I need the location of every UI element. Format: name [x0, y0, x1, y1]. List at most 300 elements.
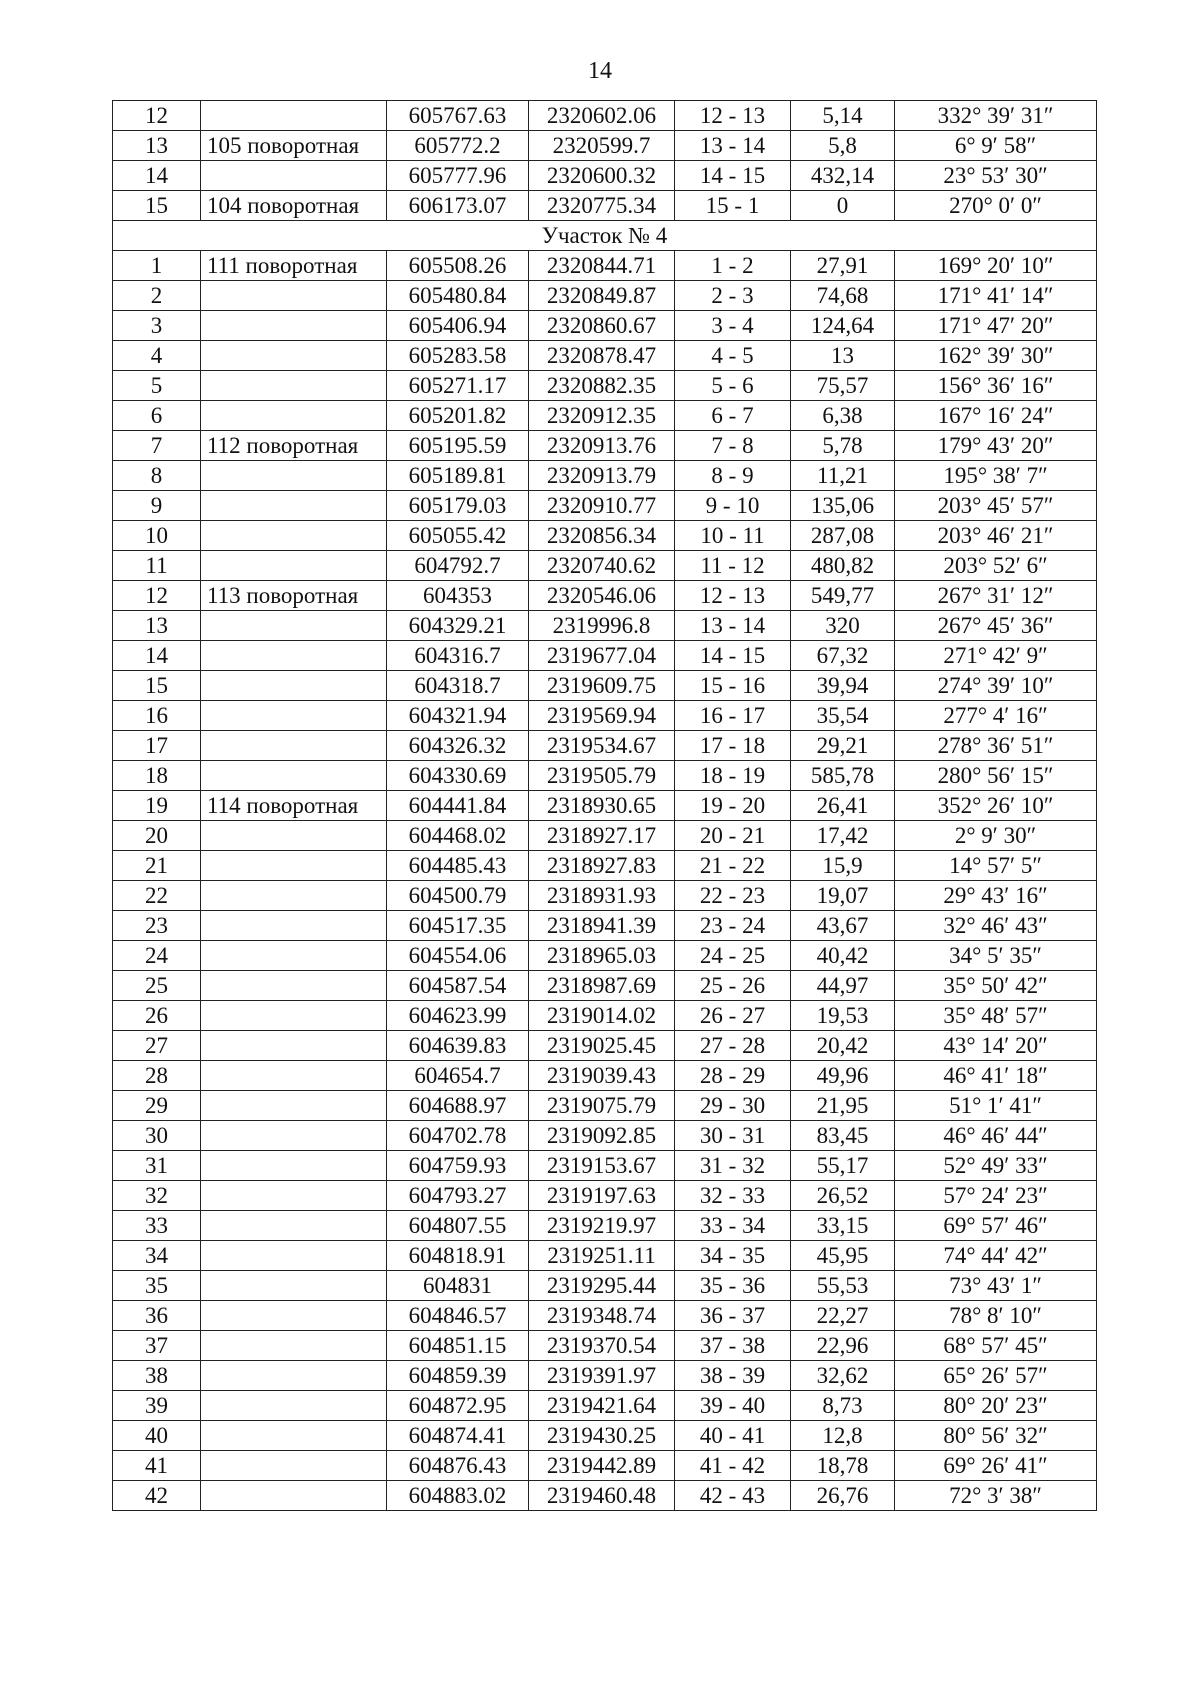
table-row — [113, 701, 1097, 731]
x-coordinate-cell: 604688.97 — [387, 1091, 529, 1121]
table-row — [113, 671, 1097, 701]
y-coordinate-cell: 2318941.39 — [529, 911, 675, 941]
page-number: 14 — [588, 58, 612, 84]
length-cell: 5,78 — [791, 431, 895, 461]
section-row — [113, 221, 1097, 251]
point-number-cell: 10 — [113, 521, 201, 551]
segment-cell: 31 - 32 — [675, 1151, 791, 1181]
y-coordinate-cell: 2319014.02 — [529, 1001, 675, 1031]
x-coordinate-cell: 604883.02 — [387, 1481, 529, 1511]
segment-cell: 6 - 7 — [675, 401, 791, 431]
y-coordinate-cell: 2318965.03 — [529, 941, 675, 971]
direction-angle-cell: 352° 26′ 10″ — [895, 791, 1097, 821]
y-coordinate-cell: 2320913.79 — [529, 461, 675, 491]
segment-cell: 25 - 26 — [675, 971, 791, 1001]
point-number-cell: 13 — [113, 131, 201, 161]
table-row — [113, 191, 1097, 221]
segment-cell: 22 - 23 — [675, 881, 791, 911]
table-row — [113, 1271, 1097, 1301]
point-number-cell: 6 — [113, 401, 201, 431]
x-coordinate-cell: 604846.57 — [387, 1301, 529, 1331]
length-cell: 549,77 — [791, 581, 895, 611]
segment-cell: 40 - 41 — [675, 1421, 791, 1451]
x-coordinate-cell: 604702.78 — [387, 1121, 529, 1151]
segment-cell: 41 - 42 — [675, 1451, 791, 1481]
table-row — [113, 911, 1097, 941]
segment-cell: 39 - 40 — [675, 1391, 791, 1421]
table-row — [113, 1061, 1097, 1091]
length-cell: 39,94 — [791, 671, 895, 701]
x-coordinate-cell: 604874.41 — [387, 1421, 529, 1451]
length-cell: 26,41 — [791, 791, 895, 821]
length-cell: 22,96 — [791, 1331, 895, 1361]
direction-angle-cell: 271° 42′ 9″ — [895, 641, 1097, 671]
y-coordinate-cell: 2320856.34 — [529, 521, 675, 551]
segment-cell: 15 - 1 — [675, 191, 791, 221]
point-type-cell — [201, 401, 387, 431]
coordinates-table — [112, 100, 1097, 1511]
length-cell: 21,95 — [791, 1091, 895, 1121]
y-coordinate-cell: 2319251.11 — [529, 1241, 675, 1271]
table-row — [113, 161, 1097, 191]
table-row — [113, 401, 1097, 431]
point-type-cell — [201, 1421, 387, 1451]
table-row — [113, 1001, 1097, 1031]
segment-cell: 14 - 15 — [675, 641, 791, 671]
table-row — [113, 581, 1097, 611]
y-coordinate-cell: 2319092.85 — [529, 1121, 675, 1151]
direction-angle-cell: 68° 57′ 45″ — [895, 1331, 1097, 1361]
point-number-cell: 21 — [113, 851, 201, 881]
y-coordinate-cell: 2319197.63 — [529, 1181, 675, 1211]
table-row — [113, 641, 1097, 671]
point-number-cell: 30 — [113, 1121, 201, 1151]
length-cell: 585,78 — [791, 761, 895, 791]
segment-cell: 27 - 28 — [675, 1031, 791, 1061]
direction-angle-cell: 23° 53′ 30″ — [895, 161, 1097, 191]
point-number-cell: 17 — [113, 731, 201, 761]
y-coordinate-cell: 2318927.83 — [529, 851, 675, 881]
direction-angle-cell: 169° 20′ 10″ — [895, 251, 1097, 281]
length-cell: 17,42 — [791, 821, 895, 851]
x-coordinate-cell: 604329.21 — [387, 611, 529, 641]
y-coordinate-cell: 2320912.35 — [529, 401, 675, 431]
length-cell: 18,78 — [791, 1451, 895, 1481]
length-cell: 12,8 — [791, 1421, 895, 1451]
point-number-cell: 32 — [113, 1181, 201, 1211]
segment-cell: 18 - 19 — [675, 761, 791, 791]
y-coordinate-cell: 2320844.71 — [529, 251, 675, 281]
table-row — [113, 131, 1097, 161]
point-type-cell — [201, 941, 387, 971]
point-number-cell: 31 — [113, 1151, 201, 1181]
segment-cell: 42 - 43 — [675, 1481, 791, 1511]
segment-cell: 12 - 13 — [675, 581, 791, 611]
table-row — [113, 491, 1097, 521]
x-coordinate-cell: 604807.55 — [387, 1211, 529, 1241]
length-cell: 26,76 — [791, 1481, 895, 1511]
segment-cell: 29 - 30 — [675, 1091, 791, 1121]
table-row — [113, 971, 1097, 1001]
table-row — [113, 1331, 1097, 1361]
length-cell: 43,67 — [791, 911, 895, 941]
y-coordinate-cell: 2319391.97 — [529, 1361, 675, 1391]
length-cell: 74,68 — [791, 281, 895, 311]
point-number-cell: 40 — [113, 1421, 201, 1451]
segment-cell: 32 - 33 — [675, 1181, 791, 1211]
length-cell: 45,95 — [791, 1241, 895, 1271]
length-cell: 0 — [791, 191, 895, 221]
point-number-cell: 15 — [113, 191, 201, 221]
direction-angle-cell: 203° 52′ 6″ — [895, 551, 1097, 581]
table-row — [113, 791, 1097, 821]
length-cell: 55,17 — [791, 1151, 895, 1181]
table-row — [113, 341, 1097, 371]
point-number-cell: 27 — [113, 1031, 201, 1061]
x-coordinate-cell: 604872.95 — [387, 1391, 529, 1421]
segment-cell: 35 - 36 — [675, 1271, 791, 1301]
segment-cell: 2 - 3 — [675, 281, 791, 311]
y-coordinate-cell: 2320913.76 — [529, 431, 675, 461]
point-number-cell: 26 — [113, 1001, 201, 1031]
x-coordinate-cell: 604792.7 — [387, 551, 529, 581]
segment-cell: 36 - 37 — [675, 1301, 791, 1331]
x-coordinate-cell: 604818.91 — [387, 1241, 529, 1271]
segment-cell: 1 - 2 — [675, 251, 791, 281]
point-number-cell: 7 — [113, 431, 201, 461]
table-row — [113, 731, 1097, 761]
x-coordinate-cell: 604623.99 — [387, 1001, 529, 1031]
segment-cell: 3 - 4 — [675, 311, 791, 341]
y-coordinate-cell: 2319075.79 — [529, 1091, 675, 1121]
y-coordinate-cell: 2320775.34 — [529, 191, 675, 221]
point-number-cell: 16 — [113, 701, 201, 731]
table-row — [113, 1121, 1097, 1151]
x-coordinate-cell: 604876.43 — [387, 1451, 529, 1481]
length-cell: 67,32 — [791, 641, 895, 671]
x-coordinate-cell: 604485.43 — [387, 851, 529, 881]
length-cell: 29,21 — [791, 731, 895, 761]
point-number-cell: 33 — [113, 1211, 201, 1241]
direction-angle-cell: 267° 31′ 12″ — [895, 581, 1097, 611]
segment-cell: 37 - 38 — [675, 1331, 791, 1361]
direction-angle-cell: 332° 39′ 31″ — [895, 101, 1097, 131]
y-coordinate-cell: 2320882.35 — [529, 371, 675, 401]
direction-angle-cell: 2° 9′ 30″ — [895, 821, 1097, 851]
point-type-cell — [201, 521, 387, 551]
y-coordinate-cell: 2320599.7 — [529, 131, 675, 161]
segment-cell: 26 - 27 — [675, 1001, 791, 1031]
direction-angle-cell: 6° 9′ 58″ — [895, 131, 1097, 161]
x-coordinate-cell: 604654.7 — [387, 1061, 529, 1091]
y-coordinate-cell: 2319569.94 — [529, 701, 675, 731]
length-cell: 19,07 — [791, 881, 895, 911]
segment-cell: 33 - 34 — [675, 1211, 791, 1241]
point-type-cell — [201, 1451, 387, 1481]
length-cell: 22,27 — [791, 1301, 895, 1331]
segment-cell: 8 - 9 — [675, 461, 791, 491]
segment-cell: 21 - 22 — [675, 851, 791, 881]
point-number-cell: 24 — [113, 941, 201, 971]
segment-cell: 30 - 31 — [675, 1121, 791, 1151]
table-row — [113, 1241, 1097, 1271]
length-cell: 13 — [791, 341, 895, 371]
y-coordinate-cell: 2319442.89 — [529, 1451, 675, 1481]
x-coordinate-cell: 605767.63 — [387, 101, 529, 131]
point-type-cell — [201, 641, 387, 671]
point-type-cell — [201, 1241, 387, 1271]
y-coordinate-cell: 2319609.75 — [529, 671, 675, 701]
direction-angle-cell: 35° 48′ 57″ — [895, 1001, 1097, 1031]
point-type-cell — [201, 461, 387, 491]
point-number-cell: 1 — [113, 251, 201, 281]
direction-angle-cell: 267° 45′ 36″ — [895, 611, 1097, 641]
x-coordinate-cell: 604316.7 — [387, 641, 529, 671]
point-number-cell: 4 — [113, 341, 201, 371]
point-number-cell: 23 — [113, 911, 201, 941]
direction-angle-cell: 203° 45′ 57″ — [895, 491, 1097, 521]
length-cell: 49,96 — [791, 1061, 895, 1091]
point-type-cell: 113 поворотная — [201, 581, 387, 611]
x-coordinate-cell: 605283.58 — [387, 341, 529, 371]
direction-angle-cell: 72° 3′ 38″ — [895, 1481, 1097, 1511]
table-row — [113, 1091, 1097, 1121]
segment-cell: 5 - 6 — [675, 371, 791, 401]
point-type-cell — [201, 101, 387, 131]
point-number-cell: 22 — [113, 881, 201, 911]
table-row — [113, 1481, 1097, 1511]
point-type-cell — [201, 1361, 387, 1391]
x-coordinate-cell: 604851.15 — [387, 1331, 529, 1361]
table-row — [113, 101, 1097, 131]
length-cell: 20,42 — [791, 1031, 895, 1061]
x-coordinate-cell: 606173.07 — [387, 191, 529, 221]
segment-cell: 16 - 17 — [675, 701, 791, 731]
y-coordinate-cell: 2320602.06 — [529, 101, 675, 131]
direction-angle-cell: 280° 56′ 15″ — [895, 761, 1097, 791]
x-coordinate-cell: 604587.54 — [387, 971, 529, 1001]
y-coordinate-cell: 2319460.48 — [529, 1481, 675, 1511]
table-row — [113, 551, 1097, 581]
length-cell: 5,14 — [791, 101, 895, 131]
table-row — [113, 1031, 1097, 1061]
direction-angle-cell: 57° 24′ 23″ — [895, 1181, 1097, 1211]
direction-angle-cell: 32° 46′ 43″ — [895, 911, 1097, 941]
segment-cell: 14 - 15 — [675, 161, 791, 191]
point-type-cell — [201, 161, 387, 191]
x-coordinate-cell: 605189.81 — [387, 461, 529, 491]
x-coordinate-cell: 604326.32 — [387, 731, 529, 761]
direction-angle-cell: 65° 26′ 57″ — [895, 1361, 1097, 1391]
point-number-cell: 3 — [113, 311, 201, 341]
direction-angle-cell: 171° 47′ 20″ — [895, 311, 1097, 341]
segment-cell: 38 - 39 — [675, 1361, 791, 1391]
length-cell: 40,42 — [791, 941, 895, 971]
length-cell: 19,53 — [791, 1001, 895, 1031]
point-number-cell: 37 — [113, 1331, 201, 1361]
point-type-cell — [201, 1091, 387, 1121]
table-row — [113, 1391, 1097, 1421]
point-type-cell — [201, 1481, 387, 1511]
point-number-cell: 19 — [113, 791, 201, 821]
point-type-cell: 112 поворотная — [201, 431, 387, 461]
length-cell: 83,45 — [791, 1121, 895, 1151]
segment-cell: 23 - 24 — [675, 911, 791, 941]
x-coordinate-cell: 604759.93 — [387, 1151, 529, 1181]
y-coordinate-cell: 2319153.67 — [529, 1151, 675, 1181]
point-type-cell — [201, 1301, 387, 1331]
x-coordinate-cell: 604639.83 — [387, 1031, 529, 1061]
x-coordinate-cell: 605777.96 — [387, 161, 529, 191]
x-coordinate-cell: 604517.35 — [387, 911, 529, 941]
length-cell: 11,21 — [791, 461, 895, 491]
direction-angle-cell: 69° 26′ 41″ — [895, 1451, 1097, 1481]
segment-cell: 4 - 5 — [675, 341, 791, 371]
direction-angle-cell: 14° 57′ 5″ — [895, 851, 1097, 881]
y-coordinate-cell: 2319430.25 — [529, 1421, 675, 1451]
point-number-cell: 11 — [113, 551, 201, 581]
direction-angle-cell: 51° 1′ 41″ — [895, 1091, 1097, 1121]
x-coordinate-cell: 605055.42 — [387, 521, 529, 551]
point-number-cell: 34 — [113, 1241, 201, 1271]
length-cell: 55,53 — [791, 1271, 895, 1301]
point-type-cell — [201, 761, 387, 791]
table-row — [113, 1181, 1097, 1211]
x-coordinate-cell: 605271.17 — [387, 371, 529, 401]
y-coordinate-cell: 2320860.67 — [529, 311, 675, 341]
point-type-cell: 104 поворотная — [201, 191, 387, 221]
direction-angle-cell: 274° 39′ 10″ — [895, 671, 1097, 701]
direction-angle-cell: 78° 8′ 10″ — [895, 1301, 1097, 1331]
point-type-cell — [201, 1271, 387, 1301]
y-coordinate-cell: 2318987.69 — [529, 971, 675, 1001]
x-coordinate-cell: 605508.26 — [387, 251, 529, 281]
table-row — [113, 251, 1097, 281]
direction-angle-cell: 35° 50′ 42″ — [895, 971, 1097, 1001]
length-cell: 32,62 — [791, 1361, 895, 1391]
point-type-cell — [201, 851, 387, 881]
x-coordinate-cell: 604831 — [387, 1271, 529, 1301]
table-row — [113, 881, 1097, 911]
direction-angle-cell: 162° 39′ 30″ — [895, 341, 1097, 371]
table-row — [113, 521, 1097, 551]
length-cell: 33,15 — [791, 1211, 895, 1241]
point-type-cell — [201, 881, 387, 911]
length-cell: 135,06 — [791, 491, 895, 521]
segment-cell: 17 - 18 — [675, 731, 791, 761]
point-type-cell — [201, 1181, 387, 1211]
point-type-cell — [201, 371, 387, 401]
table-row — [113, 371, 1097, 401]
y-coordinate-cell: 2319370.54 — [529, 1331, 675, 1361]
x-coordinate-cell: 605195.59 — [387, 431, 529, 461]
x-coordinate-cell: 605480.84 — [387, 281, 529, 311]
point-type-cell — [201, 1121, 387, 1151]
point-number-cell: 8 — [113, 461, 201, 491]
point-type-cell — [201, 731, 387, 761]
point-number-cell: 14 — [113, 161, 201, 191]
table-row — [113, 1301, 1097, 1331]
point-type-cell — [201, 1061, 387, 1091]
y-coordinate-cell: 2320849.87 — [529, 281, 675, 311]
point-number-cell: 41 — [113, 1451, 201, 1481]
point-type-cell — [201, 821, 387, 851]
table-row — [113, 311, 1097, 341]
direction-angle-cell: 73° 43′ 1″ — [895, 1271, 1097, 1301]
x-coordinate-cell: 604468.02 — [387, 821, 529, 851]
direction-angle-cell: 156° 36′ 16″ — [895, 371, 1097, 401]
segment-cell: 15 - 16 — [675, 671, 791, 701]
segment-cell: 13 - 14 — [675, 131, 791, 161]
y-coordinate-cell: 2318930.65 — [529, 791, 675, 821]
y-coordinate-cell: 2319534.67 — [529, 731, 675, 761]
direction-angle-cell: 52° 49′ 33″ — [895, 1151, 1097, 1181]
length-cell: 15,9 — [791, 851, 895, 881]
point-number-cell: 5 — [113, 371, 201, 401]
length-cell: 8,73 — [791, 1391, 895, 1421]
y-coordinate-cell: 2319996.8 — [529, 611, 675, 641]
point-type-cell — [201, 971, 387, 1001]
x-coordinate-cell: 604554.06 — [387, 941, 529, 971]
point-type-cell — [201, 611, 387, 641]
point-number-cell: 12 — [113, 581, 201, 611]
section-title: Участок № 4 — [113, 221, 1097, 251]
table-row — [113, 1361, 1097, 1391]
direction-angle-cell: 203° 46′ 21″ — [895, 521, 1097, 551]
length-cell: 35,54 — [791, 701, 895, 731]
x-coordinate-cell: 604353 — [387, 581, 529, 611]
x-coordinate-cell: 605201.82 — [387, 401, 529, 431]
direction-angle-cell: 277° 4′ 16″ — [895, 701, 1097, 731]
table-row — [113, 461, 1097, 491]
point-number-cell: 13 — [113, 611, 201, 641]
length-cell: 287,08 — [791, 521, 895, 551]
table-row — [113, 851, 1097, 881]
x-coordinate-cell: 604318.7 — [387, 671, 529, 701]
direction-angle-cell: 270° 0′ 0″ — [895, 191, 1097, 221]
point-type-cell — [201, 551, 387, 581]
length-cell: 75,57 — [791, 371, 895, 401]
table-row — [113, 431, 1097, 461]
table-row — [113, 1151, 1097, 1181]
length-cell: 27,91 — [791, 251, 895, 281]
segment-cell: 9 - 10 — [675, 491, 791, 521]
point-type-cell: 105 поворотная — [201, 131, 387, 161]
y-coordinate-cell: 2319295.44 — [529, 1271, 675, 1301]
table-row — [113, 1421, 1097, 1451]
point-type-cell — [201, 281, 387, 311]
point-type-cell — [201, 671, 387, 701]
point-number-cell: 2 — [113, 281, 201, 311]
length-cell: 44,97 — [791, 971, 895, 1001]
point-type-cell — [201, 491, 387, 521]
table-row — [113, 1451, 1097, 1481]
point-type-cell — [201, 911, 387, 941]
x-coordinate-cell: 605772.2 — [387, 131, 529, 161]
table-row — [113, 281, 1097, 311]
y-coordinate-cell: 2318931.93 — [529, 881, 675, 911]
point-number-cell: 28 — [113, 1061, 201, 1091]
x-coordinate-cell: 604441.84 — [387, 791, 529, 821]
y-coordinate-cell: 2320878.47 — [529, 341, 675, 371]
table-row — [113, 1211, 1097, 1241]
y-coordinate-cell: 2319025.45 — [529, 1031, 675, 1061]
point-type-cell — [201, 1001, 387, 1031]
point-type-cell — [201, 341, 387, 371]
point-number-cell: 15 — [113, 671, 201, 701]
direction-angle-cell: 167° 16′ 24″ — [895, 401, 1097, 431]
segment-cell: 10 - 11 — [675, 521, 791, 551]
